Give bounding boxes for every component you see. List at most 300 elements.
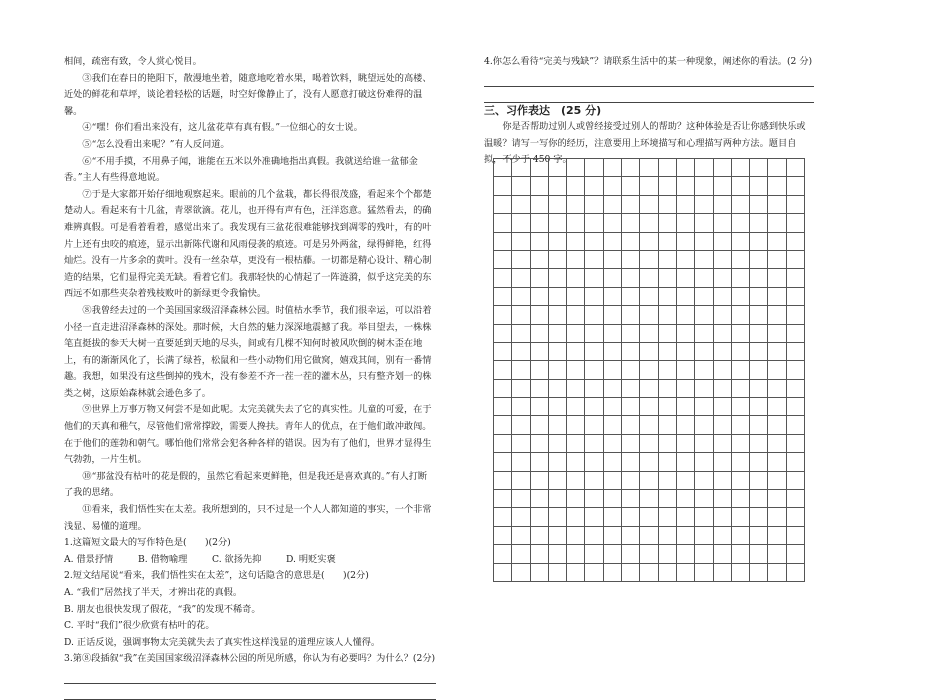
- grid-cell[interactable]: [512, 233, 530, 251]
- grid-cell[interactable]: [604, 490, 622, 508]
- grid-cell[interactable]: [531, 214, 549, 232]
- grid-cell[interactable]: [531, 361, 549, 379]
- grid-cell[interactable]: [604, 545, 622, 563]
- grid-cell[interactable]: [732, 306, 750, 324]
- grid-cell[interactable]: [531, 545, 549, 563]
- grid-cell[interactable]: [622, 564, 640, 582]
- grid-cell[interactable]: [604, 177, 622, 195]
- grid-cell[interactable]: [659, 214, 677, 232]
- grid-cell[interactable]: [677, 545, 695, 563]
- grid-cell[interactable]: [549, 564, 567, 582]
- grid-cell[interactable]: [787, 508, 805, 526]
- grid-cell[interactable]: [750, 361, 768, 379]
- grid-cell[interactable]: [659, 343, 677, 361]
- grid-cell[interactable]: [640, 325, 658, 343]
- grid-cell[interactable]: [494, 343, 512, 361]
- grid-cell[interactable]: [640, 251, 658, 269]
- grid-cell[interactable]: [604, 361, 622, 379]
- grid-cell[interactable]: [714, 233, 732, 251]
- grid-cell[interactable]: [640, 508, 658, 526]
- grid-cell[interactable]: [732, 325, 750, 343]
- grid-cell[interactable]: [695, 306, 713, 324]
- grid-cell[interactable]: [695, 214, 713, 232]
- grid-cell[interactable]: [768, 159, 786, 177]
- grid-cell[interactable]: [695, 288, 713, 306]
- grid-cell[interactable]: [531, 398, 549, 416]
- grid-cell[interactable]: [677, 361, 695, 379]
- grid-cell[interactable]: [604, 472, 622, 490]
- grid-cell[interactable]: [677, 527, 695, 545]
- grid-cell[interactable]: [494, 251, 512, 269]
- grid-cell[interactable]: [512, 398, 530, 416]
- grid-cell[interactable]: [695, 490, 713, 508]
- grid-cell[interactable]: [787, 325, 805, 343]
- grid-cell[interactable]: [677, 214, 695, 232]
- grid-cell[interactable]: [732, 508, 750, 526]
- grid-cell[interactable]: [640, 564, 658, 582]
- grid-cell[interactable]: [768, 325, 786, 343]
- grid-cell[interactable]: [659, 177, 677, 195]
- grid-cell[interactable]: [531, 472, 549, 490]
- grid-cell[interactable]: [549, 343, 567, 361]
- grid-cell[interactable]: [787, 398, 805, 416]
- grid-cell[interactable]: [714, 380, 732, 398]
- grid-cell[interactable]: [659, 306, 677, 324]
- grid-cell[interactable]: [714, 177, 732, 195]
- grid-cell[interactable]: [494, 177, 512, 195]
- grid-cell[interactable]: [494, 233, 512, 251]
- grid-cell[interactable]: [585, 398, 603, 416]
- grid-cell[interactable]: [531, 177, 549, 195]
- grid-cell[interactable]: [659, 564, 677, 582]
- grid-cell[interactable]: [677, 380, 695, 398]
- grid-cell[interactable]: [604, 453, 622, 471]
- grid-cell[interactable]: [549, 306, 567, 324]
- grid-cell[interactable]: [549, 472, 567, 490]
- grid-cell[interactable]: [677, 251, 695, 269]
- grid-cell[interactable]: [512, 214, 530, 232]
- grid-cell[interactable]: [750, 306, 768, 324]
- grid-cell[interactable]: [750, 325, 768, 343]
- grid-cell[interactable]: [732, 288, 750, 306]
- grid-cell[interactable]: [622, 159, 640, 177]
- grid-cell[interactable]: [512, 545, 530, 563]
- grid-cell[interactable]: [750, 416, 768, 434]
- grid-cell[interactable]: [768, 453, 786, 471]
- grid-cell[interactable]: [494, 435, 512, 453]
- grid-cell[interactable]: [750, 177, 768, 195]
- grid-cell[interactable]: [750, 196, 768, 214]
- grid-cell[interactable]: [787, 306, 805, 324]
- grid-cell[interactable]: [512, 288, 530, 306]
- grid-cell[interactable]: [604, 564, 622, 582]
- grid-cell[interactable]: [494, 306, 512, 324]
- grid-cell[interactable]: [640, 527, 658, 545]
- grid-cell[interactable]: [567, 251, 585, 269]
- grid-cell[interactable]: [567, 159, 585, 177]
- grid-cell[interactable]: [494, 380, 512, 398]
- grid-cell[interactable]: [640, 288, 658, 306]
- grid-cell[interactable]: [549, 288, 567, 306]
- grid-cell[interactable]: [732, 380, 750, 398]
- grid-cell[interactable]: [567, 472, 585, 490]
- grid-cell[interactable]: [549, 398, 567, 416]
- grid-cell[interactable]: [585, 380, 603, 398]
- grid-cell[interactable]: [659, 416, 677, 434]
- grid-cell[interactable]: [659, 453, 677, 471]
- grid-cell[interactable]: [531, 490, 549, 508]
- grid-cell[interactable]: [714, 251, 732, 269]
- grid-cell[interactable]: [768, 251, 786, 269]
- grid-cell[interactable]: [640, 545, 658, 563]
- grid-cell[interactable]: [567, 453, 585, 471]
- grid-cell[interactable]: [585, 233, 603, 251]
- grid-cell[interactable]: [787, 453, 805, 471]
- grid-cell[interactable]: [622, 435, 640, 453]
- grid-cell[interactable]: [640, 343, 658, 361]
- grid-cell[interactable]: [677, 453, 695, 471]
- grid-cell[interactable]: [659, 361, 677, 379]
- grid-cell[interactable]: [604, 508, 622, 526]
- grid-cell[interactable]: [531, 453, 549, 471]
- grid-cell[interactable]: [659, 325, 677, 343]
- answer-line[interactable]: [484, 91, 814, 103]
- grid-cell[interactable]: [604, 233, 622, 251]
- grid-cell[interactable]: [604, 416, 622, 434]
- grid-cell[interactable]: [622, 325, 640, 343]
- grid-cell[interactable]: [549, 196, 567, 214]
- grid-cell[interactable]: [714, 361, 732, 379]
- grid-cell[interactable]: [714, 564, 732, 582]
- grid-cell[interactable]: [512, 380, 530, 398]
- grid-cell[interactable]: [659, 398, 677, 416]
- grid-cell[interactable]: [567, 490, 585, 508]
- grid-cell[interactable]: [531, 416, 549, 434]
- grid-cell[interactable]: [732, 177, 750, 195]
- grid-cell[interactable]: [640, 214, 658, 232]
- grid-cell[interactable]: [677, 306, 695, 324]
- grid-cell[interactable]: [604, 196, 622, 214]
- grid-cell[interactable]: [549, 233, 567, 251]
- grid-cell[interactable]: [531, 159, 549, 177]
- grid-cell[interactable]: [768, 490, 786, 508]
- grid-cell[interactable]: [640, 453, 658, 471]
- grid-cell[interactable]: [787, 490, 805, 508]
- grid-cell[interactable]: [787, 435, 805, 453]
- grid-cell[interactable]: [585, 564, 603, 582]
- grid-cell[interactable]: [549, 527, 567, 545]
- grid-cell[interactable]: [787, 527, 805, 545]
- grid-cell[interactable]: [549, 508, 567, 526]
- grid-cell[interactable]: [659, 251, 677, 269]
- grid-cell[interactable]: [640, 490, 658, 508]
- grid-cell[interactable]: [659, 159, 677, 177]
- grid-cell[interactable]: [787, 545, 805, 563]
- grid-cell[interactable]: [768, 214, 786, 232]
- grid-cell[interactable]: [695, 508, 713, 526]
- grid-cell[interactable]: [604, 306, 622, 324]
- grid-cell[interactable]: [714, 306, 732, 324]
- grid-cell[interactable]: [512, 453, 530, 471]
- grid-cell[interactable]: [549, 361, 567, 379]
- grid-cell[interactable]: [677, 435, 695, 453]
- grid-cell[interactable]: [585, 361, 603, 379]
- question-2-option-a[interactable]: A. “我们”居然找了半天，才辨出花的真假。: [64, 587, 243, 598]
- grid-cell[interactable]: [640, 472, 658, 490]
- grid-cell[interactable]: [567, 527, 585, 545]
- grid-cell[interactable]: [659, 269, 677, 287]
- grid-cell[interactable]: [695, 251, 713, 269]
- grid-cell[interactable]: [622, 306, 640, 324]
- grid-cell[interactable]: [604, 251, 622, 269]
- grid-cell[interactable]: [787, 416, 805, 434]
- grid-cell[interactable]: [750, 233, 768, 251]
- grid-cell[interactable]: [512, 416, 530, 434]
- question-2-option-b[interactable]: B. 朋友也很快发现了假花，“我”的发现不稀奇。: [64, 603, 261, 615]
- grid-cell[interactable]: [714, 288, 732, 306]
- grid-cell[interactable]: [695, 398, 713, 416]
- grid-cell[interactable]: [787, 159, 805, 177]
- grid-cell[interactable]: [512, 490, 530, 508]
- grid-cell[interactable]: [622, 380, 640, 398]
- grid-cell[interactable]: [732, 159, 750, 177]
- grid-cell[interactable]: [750, 380, 768, 398]
- grid-cell[interactable]: [732, 416, 750, 434]
- grid-cell[interactable]: [714, 196, 732, 214]
- grid-cell[interactable]: [732, 545, 750, 563]
- option-c[interactable]: C. 欲扬先抑: [212, 553, 262, 565]
- grid-cell[interactable]: [714, 545, 732, 563]
- grid-cell[interactable]: [549, 416, 567, 434]
- grid-cell[interactable]: [677, 564, 695, 582]
- grid-cell[interactable]: [585, 214, 603, 232]
- grid-cell[interactable]: [622, 490, 640, 508]
- grid-cell[interactable]: [585, 490, 603, 508]
- grid-cell[interactable]: [585, 435, 603, 453]
- grid-cell[interactable]: [768, 288, 786, 306]
- grid-cell[interactable]: [494, 453, 512, 471]
- grid-cell[interactable]: [695, 343, 713, 361]
- grid-cell[interactable]: [659, 233, 677, 251]
- grid-cell[interactable]: [549, 269, 567, 287]
- grid-cell[interactable]: [768, 269, 786, 287]
- grid-cell[interactable]: [640, 233, 658, 251]
- grid-cell[interactable]: [567, 545, 585, 563]
- grid-cell[interactable]: [585, 343, 603, 361]
- grid-cell[interactable]: [604, 214, 622, 232]
- grid-cell[interactable]: [604, 343, 622, 361]
- grid-cell[interactable]: [622, 269, 640, 287]
- grid-cell[interactable]: [604, 527, 622, 545]
- grid-cell[interactable]: [549, 325, 567, 343]
- grid-cell[interactable]: [622, 398, 640, 416]
- grid-cell[interactable]: [695, 159, 713, 177]
- grid-cell[interactable]: [585, 159, 603, 177]
- option-d[interactable]: D. 明贬实褒: [286, 553, 336, 565]
- grid-cell[interactable]: [787, 269, 805, 287]
- grid-cell[interactable]: [714, 214, 732, 232]
- grid-cell[interactable]: [604, 380, 622, 398]
- grid-cell[interactable]: [494, 196, 512, 214]
- grid-cell[interactable]: [567, 325, 585, 343]
- grid-cell[interactable]: [750, 472, 768, 490]
- grid-cell[interactable]: [768, 564, 786, 582]
- grid-cell[interactable]: [604, 325, 622, 343]
- grid-cell[interactable]: [677, 269, 695, 287]
- grid-cell[interactable]: [622, 177, 640, 195]
- grid-cell[interactable]: [567, 398, 585, 416]
- grid-cell[interactable]: [512, 343, 530, 361]
- grid-cell[interactable]: [494, 214, 512, 232]
- grid-cell[interactable]: [750, 545, 768, 563]
- grid-cell[interactable]: [732, 214, 750, 232]
- grid-cell[interactable]: [714, 527, 732, 545]
- grid-cell[interactable]: [549, 214, 567, 232]
- grid-cell[interactable]: [622, 545, 640, 563]
- grid-cell[interactable]: [512, 251, 530, 269]
- grid-cell[interactable]: [604, 269, 622, 287]
- grid-cell[interactable]: [531, 527, 549, 545]
- grid-cell[interactable]: [768, 527, 786, 545]
- grid-cell[interactable]: [531, 343, 549, 361]
- grid-cell[interactable]: [512, 159, 530, 177]
- grid-cell[interactable]: [549, 453, 567, 471]
- grid-cell[interactable]: [695, 545, 713, 563]
- grid-cell[interactable]: [677, 177, 695, 195]
- grid-cell[interactable]: [531, 251, 549, 269]
- answer-line[interactable]: [64, 688, 436, 700]
- grid-cell[interactable]: [677, 508, 695, 526]
- grid-cell[interactable]: [750, 564, 768, 582]
- grid-cell[interactable]: [549, 545, 567, 563]
- grid-cell[interactable]: [567, 380, 585, 398]
- grid-cell[interactable]: [494, 325, 512, 343]
- grid-cell[interactable]: [677, 398, 695, 416]
- grid-cell[interactable]: [622, 361, 640, 379]
- grid-cell[interactable]: [640, 416, 658, 434]
- grid-cell[interactable]: [732, 196, 750, 214]
- grid-cell[interactable]: [494, 527, 512, 545]
- grid-cell[interactable]: [732, 472, 750, 490]
- grid-cell[interactable]: [714, 159, 732, 177]
- grid-cell[interactable]: [787, 288, 805, 306]
- answer-line[interactable]: [64, 672, 436, 684]
- grid-cell[interactable]: [494, 564, 512, 582]
- grid-cell[interactable]: [768, 398, 786, 416]
- grid-cell[interactable]: [640, 435, 658, 453]
- grid-cell[interactable]: [787, 380, 805, 398]
- grid-cell[interactable]: [549, 380, 567, 398]
- grid-cell[interactable]: [787, 214, 805, 232]
- grid-cell[interactable]: [714, 472, 732, 490]
- grid-cell[interactable]: [512, 361, 530, 379]
- grid-cell[interactable]: [732, 251, 750, 269]
- grid-cell[interactable]: [732, 435, 750, 453]
- grid-cell[interactable]: [750, 251, 768, 269]
- grid-cell[interactable]: [640, 361, 658, 379]
- grid-cell[interactable]: [768, 508, 786, 526]
- grid-cell[interactable]: [787, 472, 805, 490]
- grid-cell[interactable]: [677, 490, 695, 508]
- grid-cell[interactable]: [768, 472, 786, 490]
- grid-cell[interactable]: [604, 159, 622, 177]
- grid-cell[interactable]: [494, 269, 512, 287]
- grid-cell[interactable]: [622, 453, 640, 471]
- grid-cell[interactable]: [732, 361, 750, 379]
- grid-cell[interactable]: [531, 435, 549, 453]
- grid-cell[interactable]: [622, 251, 640, 269]
- grid-cell[interactable]: [531, 380, 549, 398]
- grid-cell[interactable]: [732, 453, 750, 471]
- grid-cell[interactable]: [714, 269, 732, 287]
- grid-cell[interactable]: [714, 398, 732, 416]
- grid-cell[interactable]: [659, 527, 677, 545]
- grid-cell[interactable]: [512, 325, 530, 343]
- grid-cell[interactable]: [659, 435, 677, 453]
- grid-cell[interactable]: [640, 196, 658, 214]
- grid-cell[interactable]: [695, 435, 713, 453]
- grid-cell[interactable]: [677, 233, 695, 251]
- grid-cell[interactable]: [585, 306, 603, 324]
- grid-cell[interactable]: [549, 177, 567, 195]
- grid-cell[interactable]: [494, 398, 512, 416]
- grid-cell[interactable]: [677, 343, 695, 361]
- grid-cell[interactable]: [787, 196, 805, 214]
- grid-cell[interactable]: [714, 490, 732, 508]
- grid-cell[interactable]: [750, 214, 768, 232]
- grid-cell[interactable]: [585, 453, 603, 471]
- grid-cell[interactable]: [512, 472, 530, 490]
- grid-cell[interactable]: [585, 196, 603, 214]
- grid-cell[interactable]: [714, 325, 732, 343]
- grid-cell[interactable]: [585, 251, 603, 269]
- grid-cell[interactable]: [622, 527, 640, 545]
- grid-cell[interactable]: [494, 545, 512, 563]
- grid-cell[interactable]: [677, 416, 695, 434]
- grid-cell[interactable]: [622, 196, 640, 214]
- grid-cell[interactable]: [695, 361, 713, 379]
- grid-cell[interactable]: [695, 177, 713, 195]
- grid-cell[interactable]: [585, 177, 603, 195]
- grid-cell[interactable]: [659, 196, 677, 214]
- grid-cell[interactable]: [768, 177, 786, 195]
- grid-cell[interactable]: [695, 233, 713, 251]
- grid-cell[interactable]: [714, 416, 732, 434]
- grid-cell[interactable]: [604, 435, 622, 453]
- grid-cell[interactable]: [494, 159, 512, 177]
- grid-cell[interactable]: [750, 159, 768, 177]
- grid-cell[interactable]: [640, 159, 658, 177]
- grid-cell[interactable]: [640, 269, 658, 287]
- grid-cell[interactable]: [640, 398, 658, 416]
- grid-cell[interactable]: [531, 508, 549, 526]
- grid-cell[interactable]: [512, 508, 530, 526]
- grid-cell[interactable]: [622, 472, 640, 490]
- grid-cell[interactable]: [494, 508, 512, 526]
- grid-cell[interactable]: [567, 288, 585, 306]
- grid-cell[interactable]: [567, 306, 585, 324]
- grid-cell[interactable]: [659, 490, 677, 508]
- grid-cell[interactable]: [585, 545, 603, 563]
- grid-cell[interactable]: [677, 325, 695, 343]
- grid-cell[interactable]: [622, 343, 640, 361]
- question-2-option-c[interactable]: C. 平时“我们”很少欣赏有枯叶的花。: [64, 620, 215, 632]
- grid-cell[interactable]: [695, 453, 713, 471]
- grid-cell[interactable]: [695, 380, 713, 398]
- grid-cell[interactable]: [750, 435, 768, 453]
- grid-cell[interactable]: [567, 508, 585, 526]
- grid-cell[interactable]: [512, 177, 530, 195]
